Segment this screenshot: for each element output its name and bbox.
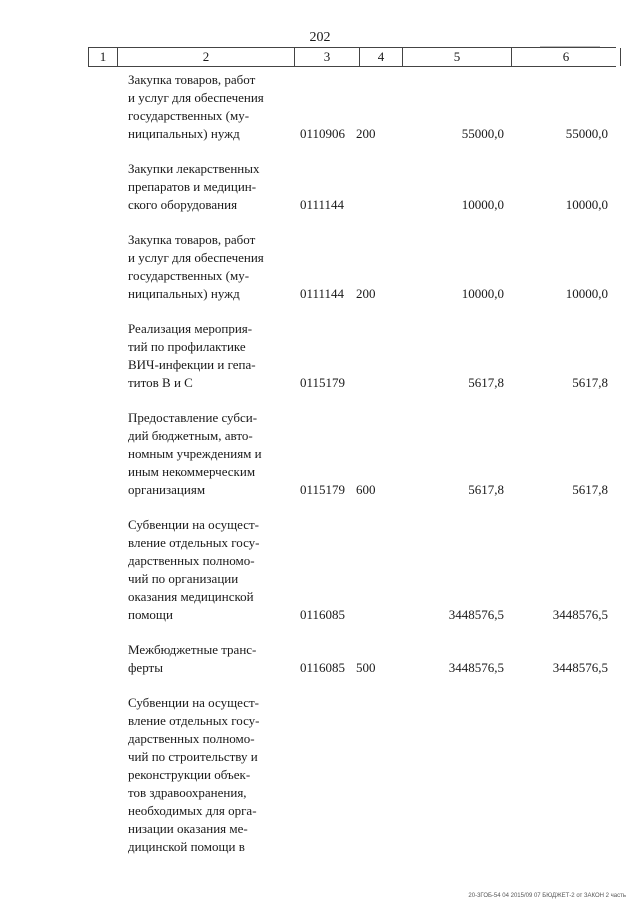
row-name-line: Субвенции на осущест- — [128, 695, 259, 710]
row-type-cell: 600 — [356, 482, 376, 497]
row-name-line: дий бюджетным, авто- — [128, 428, 253, 443]
row-value-6-cell: 5617,8 — [572, 375, 608, 390]
row-value-5-cell: 10000,0 — [461, 286, 504, 301]
row-type-cell: 500 — [356, 660, 376, 675]
row-name-line: низации оказания ме- — [128, 821, 248, 836]
row-name-line: Закупки лекарственных — [128, 161, 260, 176]
row-name-cell — [116, 641, 292, 677]
row-name-cell — [116, 231, 292, 303]
row-name-line: помощи — [128, 607, 173, 622]
table-row — [88, 694, 616, 856]
row-name-line: вление отдельных госу- — [128, 713, 260, 728]
row-name-line: дицинской помощи в — [128, 839, 245, 854]
table-row — [88, 516, 616, 624]
row-name-line: государственных (му- — [128, 108, 250, 123]
row-value-6-cell: 55000,0 — [565, 126, 608, 141]
row-name-line: реконструкции объек- — [128, 767, 251, 782]
row-type-cell: 200 — [356, 286, 376, 301]
row-value-5-cell: 5617,8 — [468, 482, 504, 497]
footer-file-ref: 20-3ГОБ-54 04 2015/09 07 БЮДЖЕТ-2 от ЗАКОН 2 часть — [468, 893, 626, 899]
row-name-line: государственных (му- — [128, 268, 250, 283]
row-value-5-cell: 3448576,5 — [448, 660, 504, 675]
row-name-line: препаратов и медицин- — [128, 179, 257, 194]
row-name-line: дарственных полномо- — [128, 553, 255, 568]
row-value-6-cell: 5617,8 — [572, 482, 608, 497]
row-value-6-cell: 10000,0 — [565, 197, 608, 212]
row-name-cell — [116, 694, 292, 856]
header-col-6: 6 — [511, 48, 621, 66]
row-name-line: дарственных полномо- — [128, 731, 255, 746]
row-value-5-cell: 3448576,5 — [448, 607, 504, 622]
row-name-line: организациям — [128, 482, 206, 497]
row-value-5-cell: 10000,0 — [461, 197, 504, 212]
row-value-6-cell: 3448576,5 — [552, 660, 608, 675]
row-code-cell: 0110906 — [300, 126, 346, 141]
header-col-5: 5 — [402, 48, 511, 66]
row-name-cell — [116, 71, 292, 143]
row-name-line: тов здравоохранения, — [128, 785, 247, 800]
row-name-line: титов В и С — [128, 375, 193, 390]
row-name-line: ниципальных) нужд — [128, 126, 240, 141]
row-name-line: Межбюджетные транс- — [128, 642, 257, 657]
row-code-cell: 0116085 — [300, 660, 346, 675]
budget-table — [88, 47, 616, 873]
row-name-line: номным учреждениям и — [128, 446, 262, 461]
row-name-line: вление отдельных госу- — [128, 535, 260, 550]
row-name-line: необходимых для орга- — [128, 803, 257, 818]
row-name-line: Закупка товаров, работ — [128, 72, 256, 87]
row-name-line: Предоставление субси- — [128, 410, 258, 425]
row-name-line: и услуг для обеспечения — [128, 90, 264, 105]
row-code-cell: 0115179 — [300, 375, 346, 390]
row-code-cell: 0111144 — [300, 197, 345, 212]
row-value-5-cell: 5617,8 — [468, 375, 504, 390]
table-row — [88, 320, 616, 392]
row-name-line: оказания медицинской — [128, 589, 254, 604]
row-type-cell: 200 — [356, 126, 376, 141]
page-number: 202 — [309, 30, 331, 45]
row-code-cell: 0116085 — [300, 607, 346, 622]
row-name-line: тий по профилактике — [128, 339, 246, 354]
table-header-row — [88, 47, 616, 67]
table-row — [88, 409, 616, 499]
row-name-line: Реализация мероприя- — [128, 321, 253, 336]
row-name-line: ферты — [128, 660, 163, 675]
row-value-5-cell: 55000,0 — [461, 126, 504, 141]
header-col-4: 4 — [359, 48, 402, 66]
row-name-line: иным некоммерческим — [128, 464, 256, 479]
row-name-line: чий по строительству и — [128, 749, 258, 764]
row-name-cell — [116, 516, 292, 624]
row-code-cell: 0111144 — [300, 286, 345, 301]
header-col-1: 1 — [88, 48, 117, 66]
row-value-6-cell: 3448576,5 — [552, 607, 608, 622]
table-row — [88, 160, 616, 214]
row-name-line: ского оборудования — [128, 197, 238, 212]
row-value-6-cell: 10000,0 — [565, 286, 608, 301]
row-name-line: Закупка товаров, работ — [128, 232, 256, 247]
table-body — [88, 71, 616, 856]
header-col-3: 3 — [294, 48, 359, 66]
table-row — [88, 71, 616, 143]
table-row — [88, 231, 616, 303]
table-row — [88, 641, 616, 677]
header-col-2: 2 — [117, 48, 294, 66]
row-name-cell — [116, 409, 292, 499]
row-name-cell — [116, 320, 292, 392]
row-name-line: и услуг для обеспечения — [128, 250, 264, 265]
row-name-cell — [116, 160, 292, 214]
row-name-line: Субвенции на осущест- — [128, 517, 259, 532]
row-code-cell: 0115179 — [300, 482, 346, 497]
row-name-line: ВИЧ-инфекции и гепа- — [128, 357, 256, 372]
row-name-line: ниципальных) нужд — [128, 286, 240, 301]
row-name-line: чий по организации — [128, 571, 239, 586]
